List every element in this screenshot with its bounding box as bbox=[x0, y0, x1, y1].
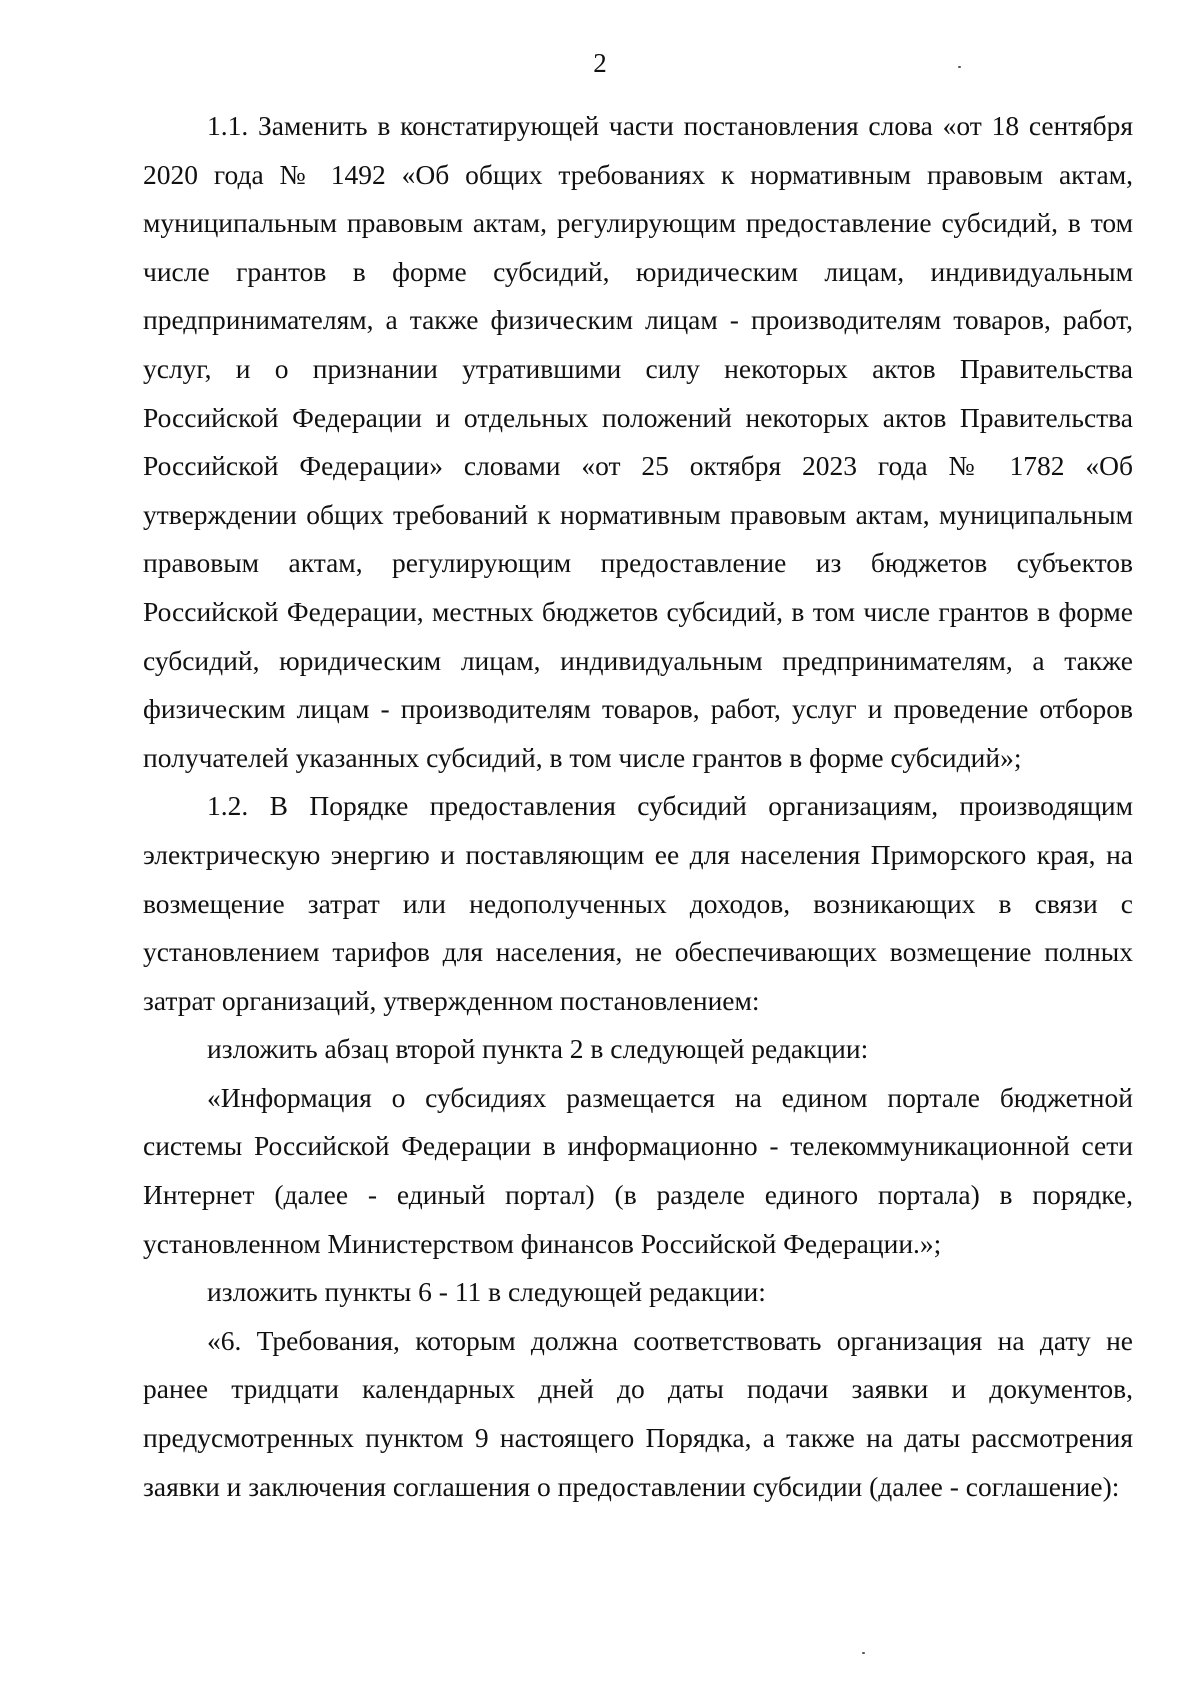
page-number: 2 bbox=[593, 48, 607, 78]
scan-speck bbox=[958, 66, 961, 68]
paragraph-clause-6: «6. Требования, которым должна соответствовать организация на дату не ранее тридцати календарных дней до даты подачи заявки и документов, предусмотренных пунктом 9 настоящего Порядка, а также на даты рассмотрения заявки и заключения соглашения о предоставлении субсидии (далее - соглашение): bbox=[143, 1324, 1133, 1502]
paragraph-subsidy-info: «Информация о субсидиях размещается на едином портале бюджетной системы Российской Федерации в информационно - телекоммуникационной сети Интернет (далее - единый портал) (в разделе единого портала) в порядке, установленном Министерством финансов Российской Федерации.»; bbox=[143, 1081, 1133, 1259]
paragraph-amend-clauses-6-11: изложить пункты 6 - 11 в следующей редакции: bbox=[207, 1276, 766, 1308]
paragraph-1-2: 1.2. В Порядке предоставления субсидий организациям, производящим электрическую энергию и поставляющим ее для населения Приморского края, на возмещение затрат или недополученных доходов, возникающих в связи с установлением тарифов для населения, не обеспечивающих возмещение полных затрат организаций, утвержденном постановлением: bbox=[143, 790, 1133, 1016]
scan-speck bbox=[862, 1652, 865, 1654]
document-body bbox=[143, 102, 1133, 1511]
paragraph-amend-clause-2: изложить абзац второй пункта 2 в следующей редакции: bbox=[207, 1033, 869, 1065]
paragraph-1-1: 1.1. Заменить в констатирующей части постановления слова «от 18 сентября 2020 года № 1492 «Об общих требованиях к нормативным правовым актам, муниципальным правовым актам, регулирующим предоставление субсидий, в том числе грантов в форме субсидий, юридическим лицам, индивидуальным предпринимателям, а также физическим лицам - производителям товаров, работ, услуг, и о признании утратившими силу некоторых актов Правительства Российской Федерации и отдельных положений некоторых актов Правительства Российской Федерации» словами «от 25 октября 2023 года № 1782 «Об утверждении общих требований к нормативным правовым актам, муниципальным правовым актам, регулирующим предоставление из бюджетов субъектов Российской Федерации, местных бюджетов субсидий, в том числе грантов в форме субсидий, юридическим лицам, индивидуальным предпринимателям, а также физическим лицам - производителям товаров, работ, услуг и проведение отборов получателей указанных субсидий, в том числе грантов в форме субсидий»; bbox=[143, 110, 1133, 773]
